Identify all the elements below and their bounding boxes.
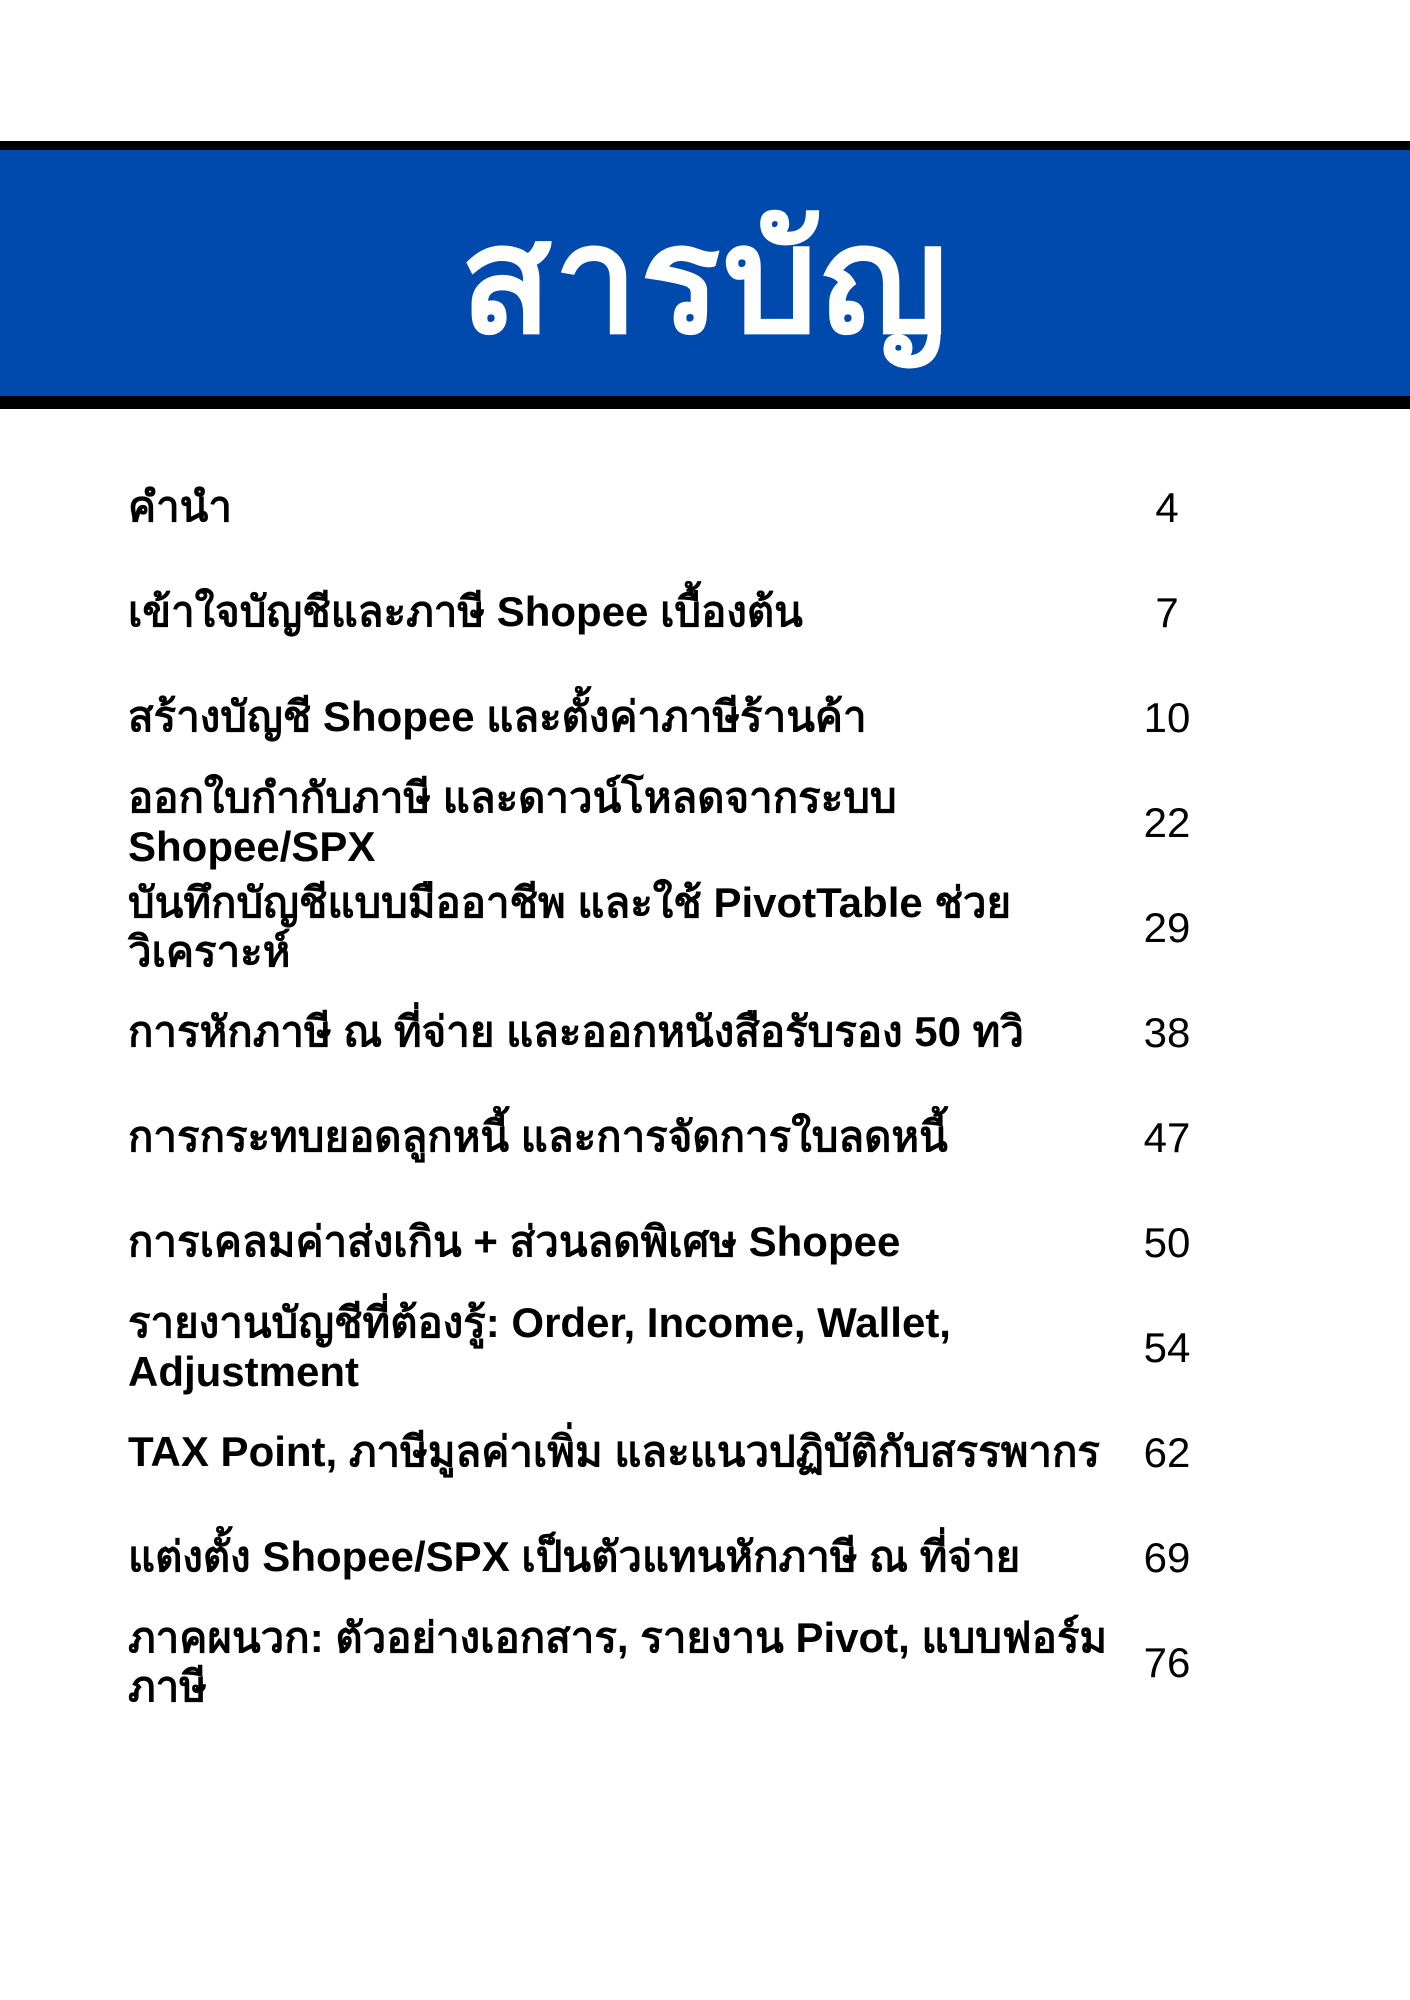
- toc-item-label: การกระทบยอดลูกหนี้ และการจัดการใบลดหนี้: [128, 1113, 948, 1161]
- toc-item-page-number: 4: [1155, 483, 1179, 531]
- toc-item-label: การเคลมค่าส่งเกิน + ส่วนลดพิเศษ Shopee: [128, 1218, 901, 1266]
- toc-item-label: รายงานบัญชีที่ต้องรู้: Order, Income, Wallet, Adjustment: [128, 1299, 951, 1395]
- page-title: สารบัญ: [460, 196, 950, 364]
- toc-item-label: บันทึกบัญชีแบบมืออาชีพ และใช้ PivotTable ช่วยวิเคราะห์: [128, 879, 1012, 975]
- toc-item-label: เข้าใจบัญชีและภาษี Shopee เบื้องต้น: [128, 588, 803, 636]
- header-band: [0, 141, 1410, 409]
- toc-row: [0, 455, 1410, 560]
- toc-row: [0, 1085, 1410, 1190]
- toc-item-page-number: 7: [1155, 588, 1179, 636]
- toc-item-page-number: 50: [1143, 1218, 1191, 1266]
- toc-item-page-number: 69: [1143, 1533, 1191, 1581]
- toc-row: [0, 1610, 1410, 1715]
- toc-item-label: ออกใบกำกับภาษี และดาวน์โหลดจากระบบ Shopee/SPX: [128, 774, 897, 870]
- toc-row: [0, 1295, 1410, 1400]
- toc-row: [0, 1190, 1410, 1295]
- toc-item-page-number: 47: [1143, 1113, 1191, 1161]
- toc-row: [0, 1505, 1410, 1610]
- toc-row: [0, 665, 1410, 770]
- toc-item-label: ภาคผนวก: ตัวอย่างเอกสาร, รายงาน Pivot, แบบฟอร์มภาษี: [128, 1614, 1108, 1710]
- toc-item-page-number: 38: [1143, 1008, 1191, 1056]
- toc-row: [0, 1400, 1410, 1505]
- toc-item-label: แต่งตั้ง Shopee/SPX เป็นตัวแทนหักภาษี ณ ที่จ่าย: [128, 1533, 1021, 1581]
- toc-row: [0, 770, 1410, 875]
- toc-item-page-number: 22: [1143, 798, 1191, 846]
- toc-item-page-number: 29: [1143, 903, 1191, 951]
- toc-item-page-number: 54: [1143, 1323, 1191, 1371]
- toc-item-page-number: 10: [1143, 693, 1191, 741]
- toc-row: [0, 875, 1410, 980]
- toc-item-label: คำนำ: [128, 483, 232, 531]
- toc-item-page-number: 76: [1143, 1638, 1191, 1686]
- toc-item-page-number: 62: [1143, 1428, 1191, 1476]
- toc-item-label: สร้างบัญชี Shopee และตั้งค่าภาษีร้านค้า: [128, 693, 867, 741]
- toc-list: [0, 455, 1410, 1715]
- toc-row: [0, 980, 1410, 1085]
- toc-item-label: การหักภาษี ณ ที่จ่าย และออกหนังสือรับรอง 50 ทวิ: [128, 1008, 1024, 1056]
- toc-row: [0, 560, 1410, 665]
- toc-item-label: TAX Point, ภาษีมูลค่าเพิ่ม และแนวปฏิบัติกับสรรพากร: [128, 1428, 1100, 1476]
